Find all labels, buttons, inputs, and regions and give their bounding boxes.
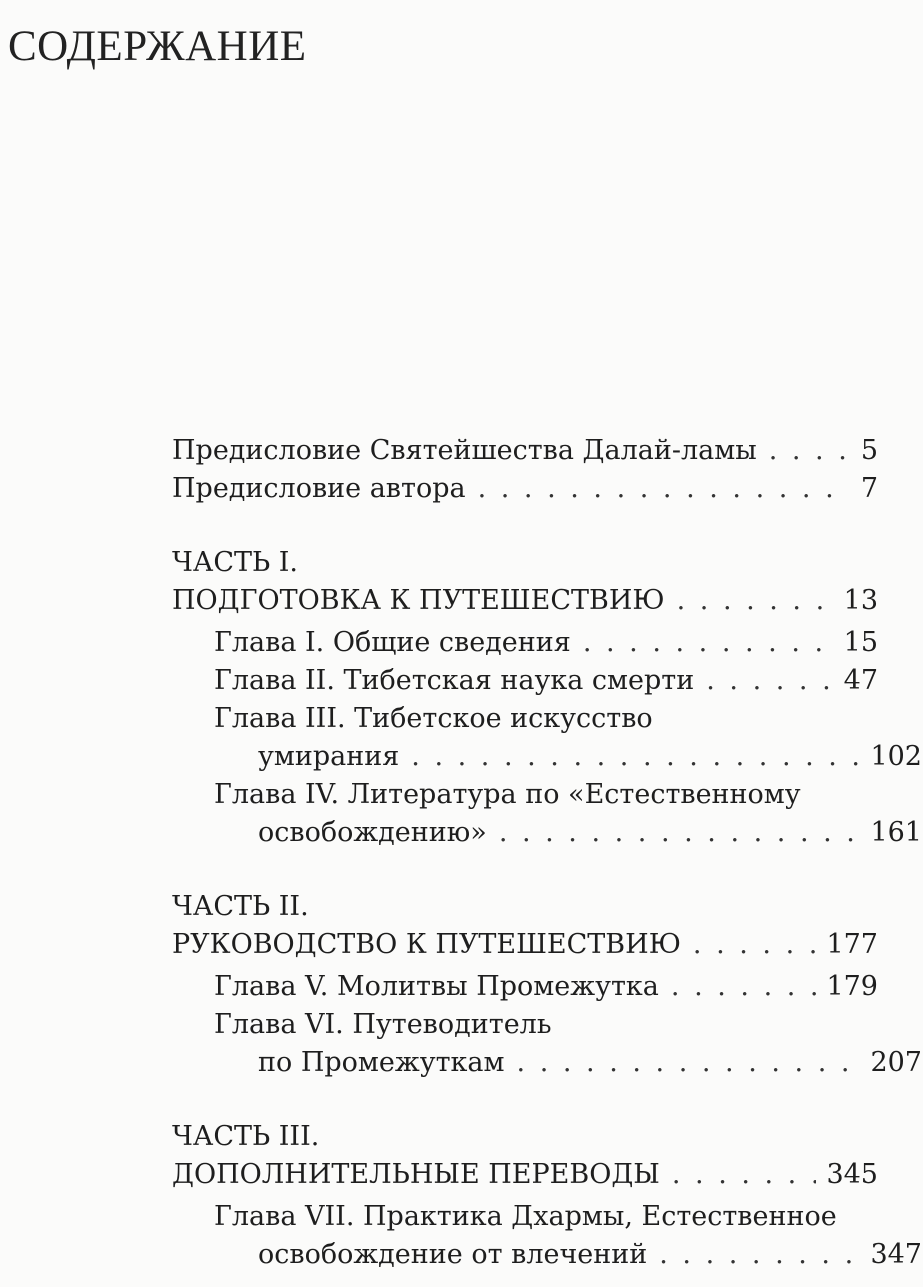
toc-chapter-5[interactable] [214,968,878,1006]
toc-page-number: 15 [843,627,878,658]
toc-page-number: 7 [860,473,878,504]
chapter-title: Глава VII. Практика Дхармы, Естественное [214,1201,837,1232]
toc-part-title-entry[interactable] [172,926,878,964]
dot-leader [499,814,861,852]
part-title: ДОПОЛНИТЕЛЬНЫЕ ПЕРЕВОДЫ [172,1159,660,1190]
dot-leader [411,738,860,776]
part-label: ЧАСТЬ III. [172,1121,320,1152]
toc-page-number: 179 [826,971,878,1002]
toc-entry-foreword-dalai-lama[interactable] [172,432,878,470]
chapter-title: Глава V. Молитвы Промежутка [214,971,659,1002]
toc-page-number: 347 [870,1239,922,1270]
chapter-title: Глава II. Тибетская наука смерти [214,665,695,696]
dot-leader [672,1156,817,1194]
toc-page-number: 345 [826,1159,878,1190]
dot-leader [706,662,833,700]
toc-entry-foreword-author[interactable] [172,470,878,508]
part-title: РУКОВОДСТВО К ПУТЕШЕСТВИЮ [172,929,681,960]
chapter-title-continued: освобождению» [258,817,487,848]
toc-part-title-entry[interactable] [172,582,878,620]
toc-page-number: 5 [860,435,878,466]
chapter-title: Глава I. Общие сведения [214,627,571,658]
chapter-title: Глава III. Тибетское искусство [214,703,653,734]
chapter-title: Глава VI. Путеводитель [214,1009,552,1040]
toc-page-number: 13 [843,585,878,616]
dot-leader [677,582,834,620]
toc-entry-text: Предисловие автора [172,473,466,504]
toc-entry-text: Предисловие Святейшества Далай-ламы [172,435,757,466]
toc-chapter-3[interactable] [214,700,922,776]
chapter-title-continued: освобождение от влечений [258,1239,648,1270]
dot-leader [659,1236,860,1274]
dot-leader [478,470,848,508]
chapter-title-continued: умирания [258,741,400,772]
dot-leader [517,1044,861,1082]
table-of-contents [172,432,922,1274]
dot-leader [769,432,848,470]
dot-leader [671,968,817,1006]
toc-chapter-4[interactable] [214,776,922,852]
toc-part-1 [172,544,922,852]
part-title: ПОДГОТОВКА К ПУТЕШЕСТВИЮ [172,585,665,616]
toc-part-title-entry[interactable] [172,1156,878,1194]
dot-leader [693,926,817,964]
toc-page-number: 47 [843,665,878,696]
page-title: СОДЕРЖАНИЕ [8,23,307,70]
toc-chapter-1[interactable] [214,624,878,662]
chapter-title: Глава IV. Литература по «Естественному [214,779,801,810]
toc-chapter-6[interactable] [214,1006,922,1082]
toc-part-3 [172,1118,922,1274]
chapter-title-continued: по Промежуткам [258,1047,505,1078]
toc-chapter-2[interactable] [214,662,878,700]
toc-page-number: 161 [870,817,922,848]
dot-leader [583,624,834,662]
part-label: ЧАСТЬ II. [172,891,309,922]
part-label: ЧАСТЬ I. [172,547,299,578]
toc-chapter-7[interactable] [214,1198,922,1274]
toc-page-number: 102 [870,741,922,772]
toc-page-number: 207 [870,1047,922,1078]
toc-part-2 [172,888,922,1082]
toc-page-number: 177 [826,929,878,960]
